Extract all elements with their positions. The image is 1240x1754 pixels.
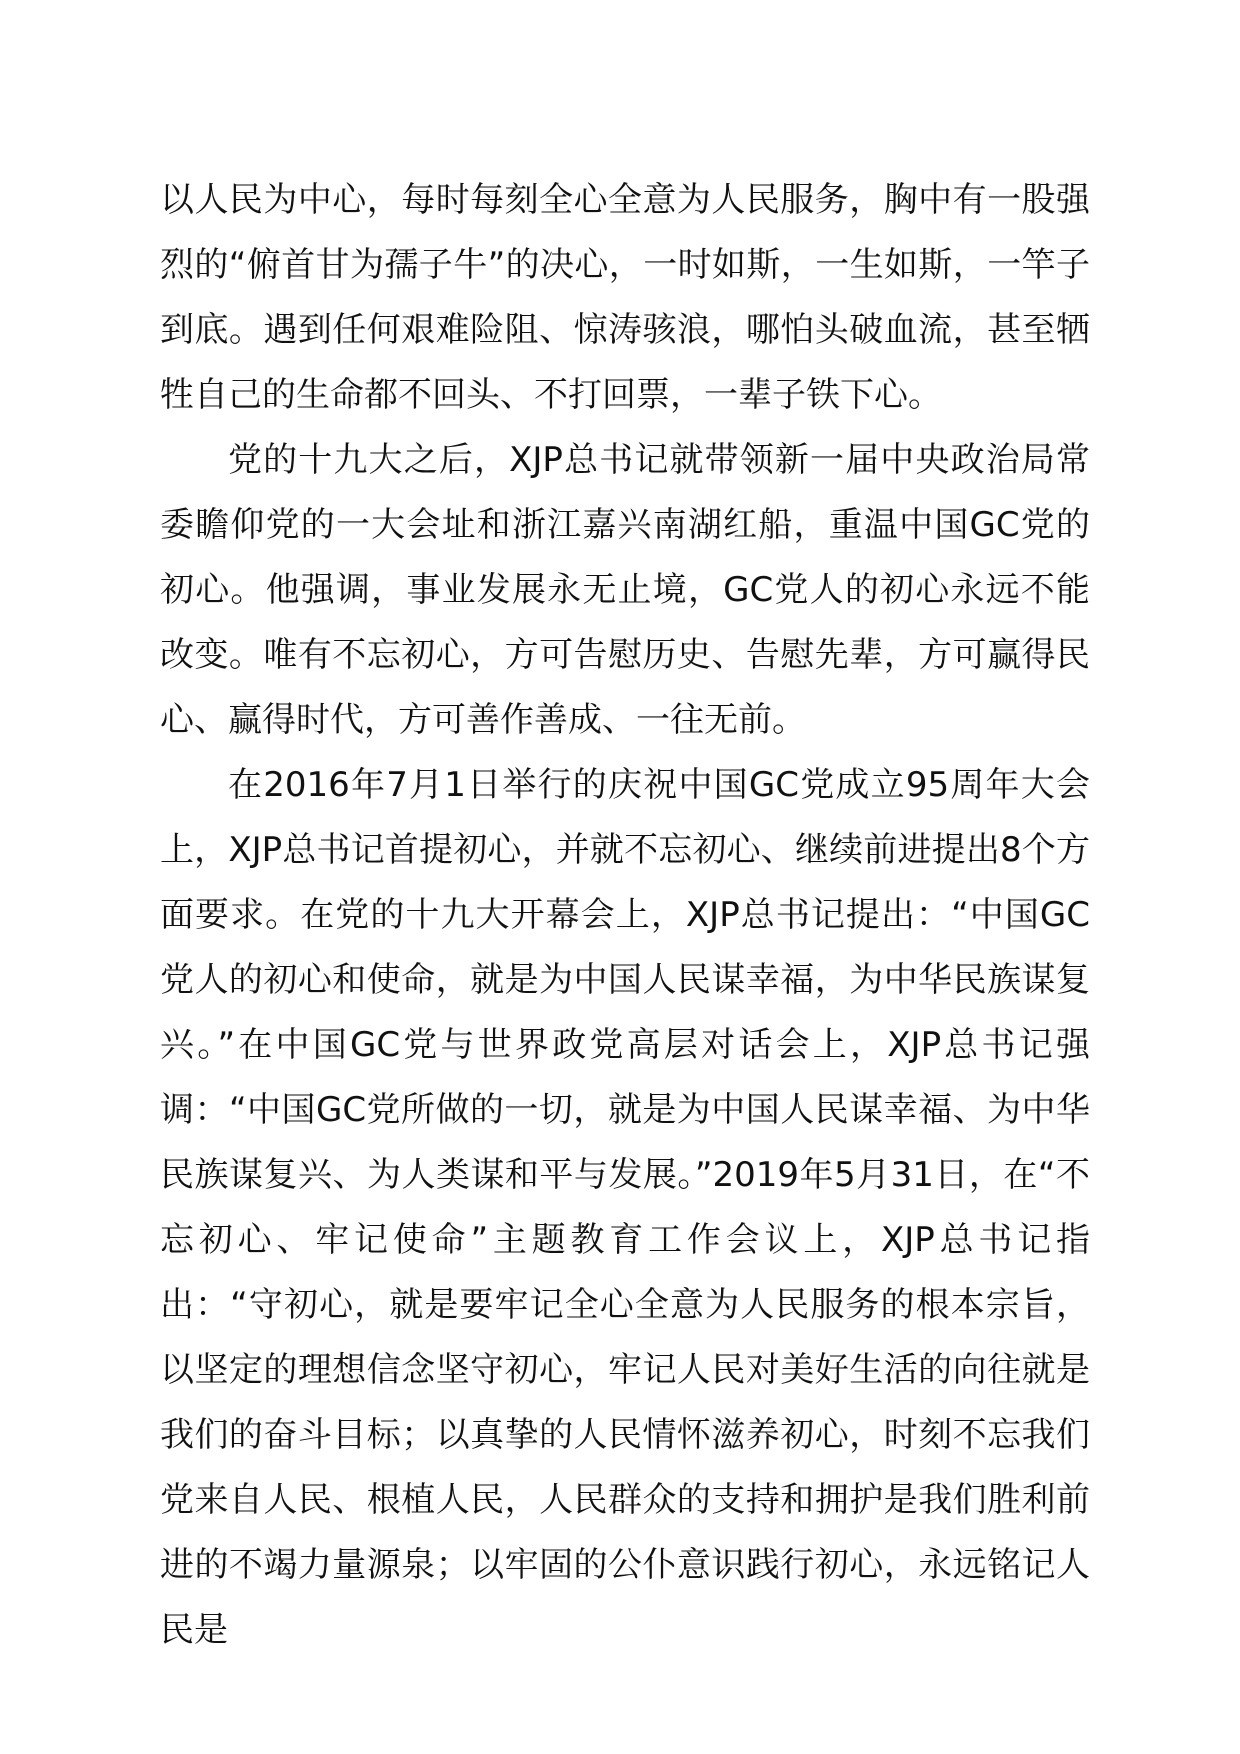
paragraph-continuation: 以人民为中心，每时每刻全心全意为人民服务，胸中有一股强烈的“俯首甘为孺子牛”的决心，一时如斯，一生如斯，一竿子到底。遇到任何艰难险阻、惊涛骇浪，哪怕头破血流，甚至牺牲自己的生命都不回头、不打回票，一辈子铁下心。 [160, 180, 1090, 415]
document-body [160, 168, 1090, 1663]
paragraph-original-aspiration: 在2016年7月1日举行的庆祝中国GC党成立95周年大会上，XJP总书记首提初心，并就不忘初心、继续前进提出8个方面要求。在党的十九大开幕会上，XJP总书记提出：“中国GC党人的初心和使命，就是为中国人民谋幸福，为中华民族谋复兴。”在中国GC党与世界政党高层对话会上，XJP总书记强调：“中国GC党所做的一切，就是为中国人民谋幸福、为中华民族谋复兴、为人类谋和平与发展。”2019年5月31日，在“不忘初心、牢记使命”主题教育工作会议上，XJP总书记指出：“守初心，就是要牢记全心全意为人民服务的根本宗旨，以坚定的理想信念坚守初心，牢记人民对美好生活的向往就是我们的奋斗目标；以真挚的人民情怀滋养初心，时刻不忘我们党来自人民、根植人民，人民群众的支持和拥护是我们胜利前进的不竭力量源泉；以牢固的公仆意识践行初心，永远铭记人民是 [160, 765, 1090, 1650]
paragraph-party-congress: 党的十九大之后，XJP总书记就带领新一届中央政治局常委瞻仰党的一大会址和浙江嘉兴南湖红船，重温中国GC党的初心。他强调，事业发展永无止境，GC党人的初心永远不能改变。唯有不忘初心，方可告慰历史、告慰先辈，方可赢得民心、赢得时代，方可善作善成、一往无前。 [160, 440, 1090, 740]
